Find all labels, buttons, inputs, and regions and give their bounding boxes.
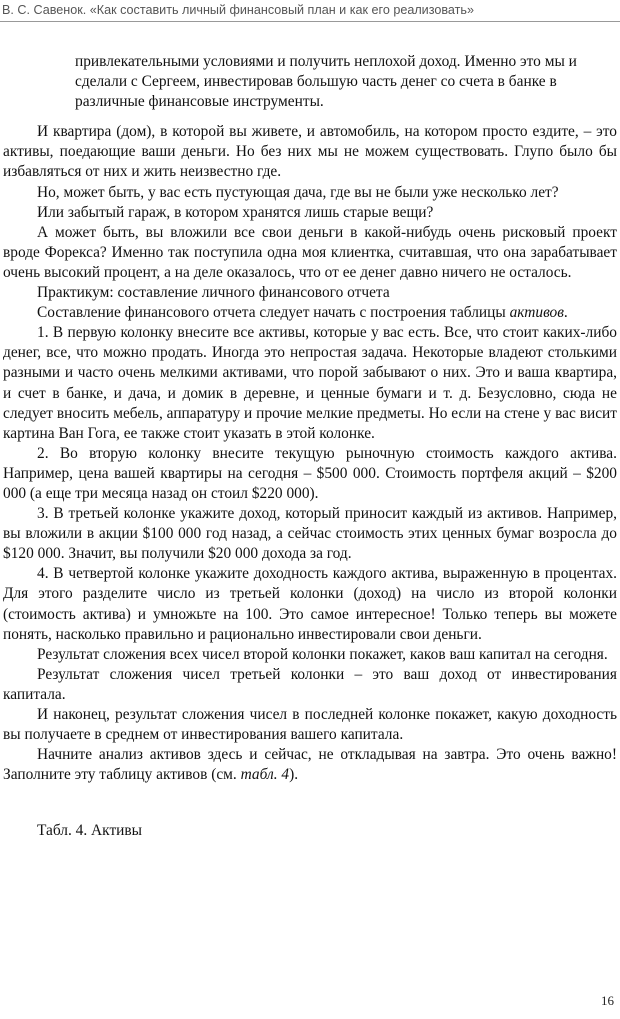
section-heading: Практикум: составление личного финансового отчета — [37, 284, 390, 302]
paragraph: И квартира (дом), в которой вы живете, и автомобиль, на котором просто ездите, – это активы, поедающие ваши деньги. Но без них мы не можем существовать. Глупо было бы избавляться от них и жить неизвестно где. — [3, 123, 617, 181]
closing-end: ). — [289, 766, 299, 784]
result-paragraph: И наконец, результат сложения чисел в последней колонке покажет, какую доходность вы получаете в среднем от инвестирования вашего капитала. — [3, 706, 617, 744]
assets-intro-paragraph — [3, 303, 617, 323]
closing-text: Начните анализ активов здесь и сейчас, не откладывая на завтра. Это очень важно! Заполните эту таблицу активов (см. — [3, 746, 617, 784]
table-reference: табл. 4 — [240, 766, 290, 784]
step-item: 1. В первую колонку внесите все активы, которые у вас есть. Все, что стоит каких-либо денег, все, что можно продать. Иногда это непростая задача. Некоторые владеют столькими разными и часто очень мелкими активами, что порой забывают о них. Это и ваша квартира, и счет в банке, и дача, и домик в деревне, и ценные бумаги и т. д. Безусловно, сюда не следует вносить мебель, аппаратуру и прочие мелкие предметы. Но если на стене у вас висит картина Ван Гога, ее также стоит указать в этой колонке. — [3, 324, 617, 442]
assets-emphasis: активов — [509, 304, 564, 322]
assets-intro-end: . — [563, 304, 568, 322]
page-number: 16 — [601, 993, 614, 1008]
assets-intro-text: Составление финансового отчета следует начать с построения таблицы — [37, 304, 510, 322]
paragraph: А может быть, вы вложили все свои деньги в какой-нибудь очень рисковый проект вроде Форекса? Именно так поступила одна моя клиентка, считавшая, что она зарабатывает очень высокий процент, а на деле оказалось, что от ее денег давно ничего не осталось. — [3, 223, 617, 281]
step-item: 2. Во вторую колонку внесите текущую рыночную стоимость каждого актива. Например, цена вашей квартиры на сегодня – $500 000. Стоимость портфеля акций – $200 000 (а еще три месяца назад он стоил $220 000). — [3, 444, 617, 502]
result-paragraph: Результат сложения всех чисел второй колонки покажет, каков ваш капитал на сегодня. — [37, 645, 608, 663]
closing-paragraph — [3, 745, 617, 785]
running-header: В. С. Савенок. «Как составить личный финансовый план и как его реализовать» — [2, 3, 474, 17]
page-content — [3, 52, 617, 841]
step-item: 4. В четвертой колонке укажите доходность каждого актива, выраженную в процентах. Для этого разделите число из третьей колонки (доход) на число из второй колонки (стоимость актива) и умножьте на 100. Это самое интересное! Только теперь вы можете понять, насколько правильно и рационально инвестировали свои деньги. — [3, 565, 617, 643]
step-item: 3. В третьей колонке укажите доход, который приносит каждый из активов. Например, вы вложили в акции $100 000 год назад, а сейчас стоимость этих ценных бумаг возросла до $120 000. Значит, вы получили $20 000 дохода за год. — [3, 505, 617, 563]
paragraph: Или забытый гараж, в котором хранятся лишь старые вещи? — [37, 203, 434, 221]
paragraph: Но, может быть, у вас есть пустующая дача, где вы не были уже несколько лет? — [37, 183, 559, 201]
header-divider — [0, 21, 620, 22]
result-paragraph: Результат сложения чисел третьей колонки – это ваш доход от инвестирования капитала. — [3, 665, 617, 703]
quote-block: привлекательными условиями и получить неплохой доход. Именно это мы и сделали с Сергеем, инвестировав большую часть денег со счета в банке в различные финансовые инструменты. — [75, 53, 577, 111]
table-caption: Табл. 4. Активы — [37, 822, 143, 840]
